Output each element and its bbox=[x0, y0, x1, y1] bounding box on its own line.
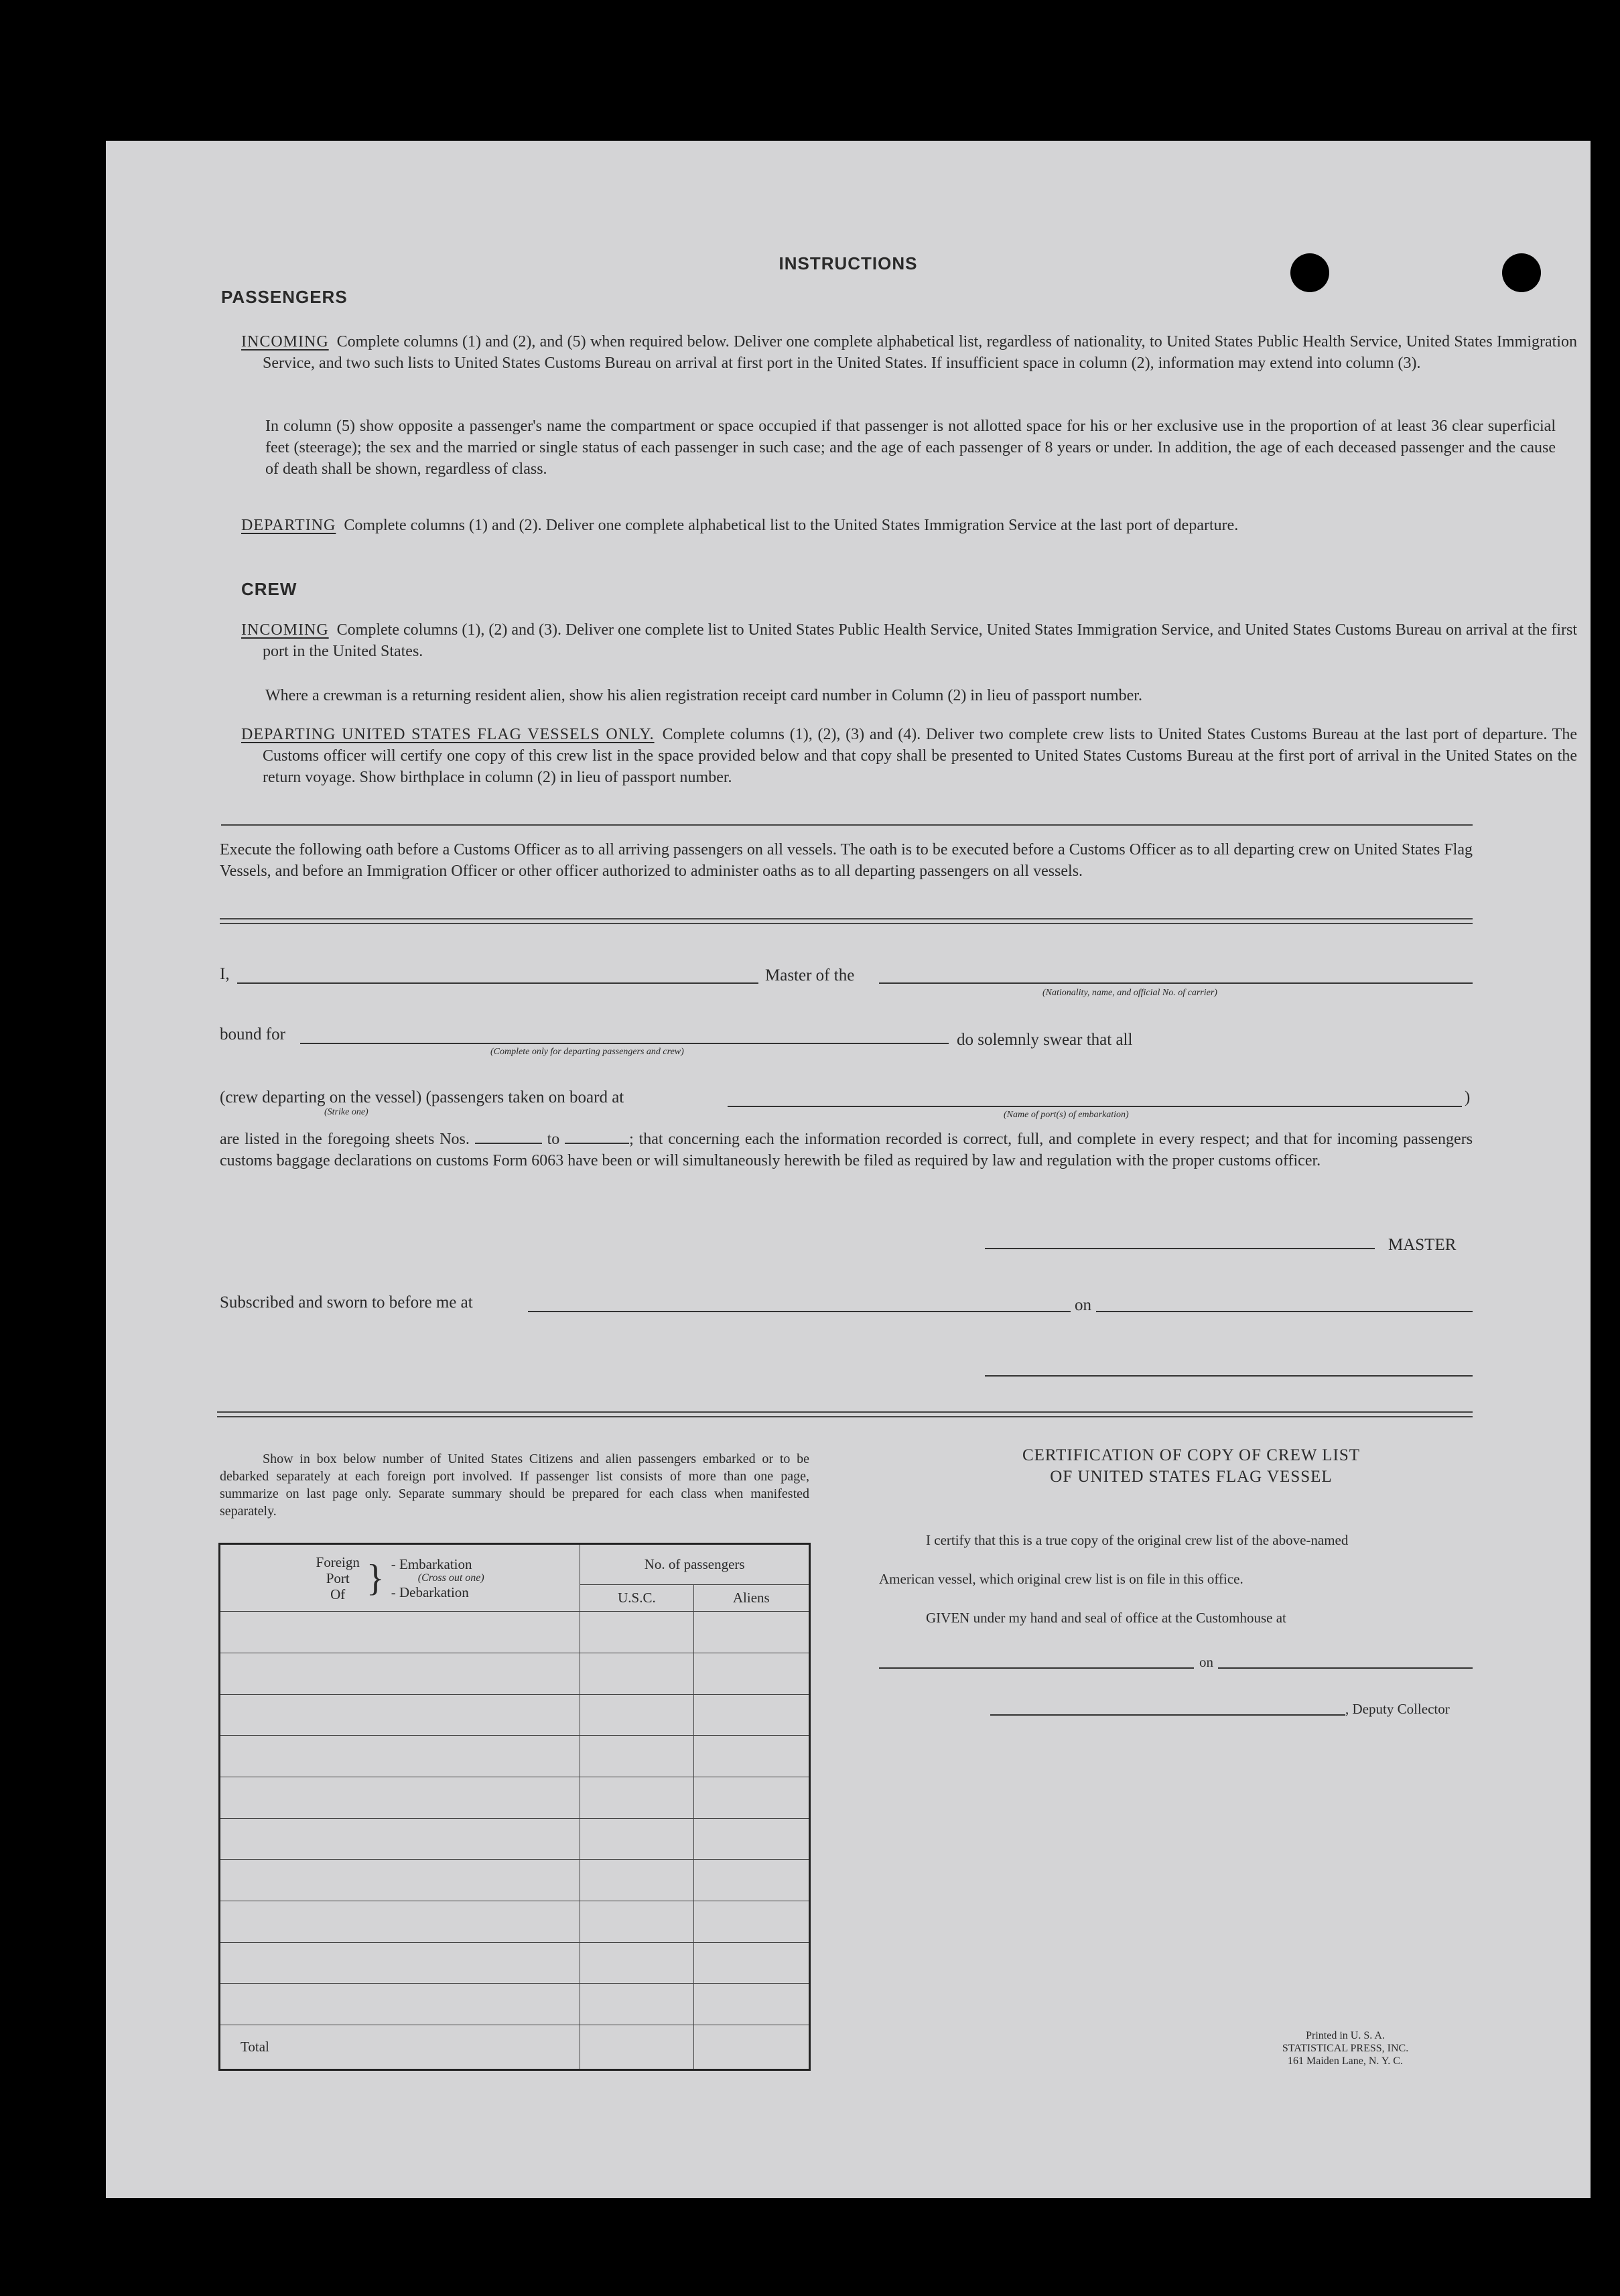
port-cell[interactable] bbox=[220, 1818, 580, 1860]
usc-cell[interactable] bbox=[580, 1984, 693, 2025]
bound-for-label: bound for bbox=[220, 1025, 285, 1043]
passengers-departing-paragraph bbox=[241, 515, 1577, 536]
listed-to-label: to bbox=[547, 1131, 560, 1148]
listed-text-b: ; that concerning each the information recorded is correct, full, and complete in every respect; and that for incoming passengers customs baggage declarations on customs Form 6063 have been or will simultaneously herewith be filed as required by law and regulation with the proper customs officer. bbox=[220, 1131, 1473, 1169]
brace-icon: } bbox=[366, 1557, 385, 1599]
usc-cell[interactable] bbox=[580, 1694, 693, 1736]
port-caption: (Name of port(s) of embarkation) bbox=[1004, 1110, 1129, 1120]
deputy-collector-label: , Deputy Collector bbox=[1345, 1701, 1450, 1717]
printer-line3: 161 Maiden Lane, N. Y. C. bbox=[1288, 2055, 1403, 2067]
summary-instructions: Show in box below number of United States Citizens and alien passengers embarked or to be debarked separately at each foreign port involved. If passenger list consists of more than one page, summarize on last page only. Separate summary should be prepared for each class when manifested separately. bbox=[220, 1452, 809, 1519]
port-cell[interactable] bbox=[220, 1901, 580, 1943]
usc-cell[interactable] bbox=[580, 1860, 693, 1901]
port-cell[interactable] bbox=[220, 1736, 580, 1777]
passengers-departing-text: Complete columns (1) and (2). Deliver one complete alphabetical list to the United States Immigration Service at the last port of departure. bbox=[344, 517, 1239, 534]
certification-title-line1: CERTIFICATION OF COPY OF CREW LIST bbox=[1022, 1446, 1361, 1464]
usc-cell[interactable] bbox=[580, 1818, 693, 1860]
usc-cell[interactable] bbox=[580, 1777, 693, 1818]
passengers-incoming-text: Complete columns (1) and (2), and (5) when required below. Deliver one complete alphabetical list, regardless of nationality, to United States Public Health Service, United States Immigration Service, and two such lists to United States Customs Bureau on arrival at first port in the United States. If insufficient space in column (2), information may extend into column (3). bbox=[263, 333, 1577, 372]
total-label: Total bbox=[220, 2025, 580, 2070]
foreign-port-header bbox=[220, 1544, 580, 1612]
sheet-from-line[interactable] bbox=[475, 1129, 542, 1144]
crew-incoming-paragraph bbox=[241, 619, 1577, 662]
port-cell[interactable] bbox=[220, 1984, 580, 2025]
page-title: INSTRUCTIONS bbox=[779, 253, 918, 273]
customhouse-place-line[interactable] bbox=[879, 1667, 1194, 1669]
master-signature-line[interactable] bbox=[985, 1248, 1375, 1249]
bound-for-line[interactable] bbox=[300, 1043, 949, 1044]
debarkation-label: - Debarkation bbox=[391, 1584, 469, 1600]
aliens-cell[interactable] bbox=[693, 1860, 809, 1901]
close-paren: ) bbox=[1465, 1088, 1471, 1106]
passengers-heading: PASSENGERS bbox=[221, 287, 348, 307]
usc-cell[interactable] bbox=[580, 1736, 693, 1777]
master-of-label: Master of the bbox=[765, 966, 855, 984]
port-cell[interactable] bbox=[220, 1653, 580, 1694]
master-name-line[interactable] bbox=[237, 982, 758, 984]
carrier-line[interactable] bbox=[879, 982, 1473, 984]
passengers-departing-label: DEPARTING bbox=[241, 517, 336, 534]
aliens-cell[interactable] bbox=[693, 1818, 809, 1860]
aliens-cell[interactable] bbox=[693, 1777, 809, 1818]
oath-intro: Execute the following oath before a Customs Officer as to all arriving passengers on all vessels. The oath is to be executed before a Customs Officer as to all departing crew on United States Flag Vessels, and before an Immigration Officer or other officer authorized to administer oaths as to all departing passengers on all vessels. bbox=[220, 841, 1473, 880]
given-text: GIVEN under my hand and seal of office at the Customhouse at bbox=[926, 1610, 1286, 1626]
subscribed-label: Subscribed and sworn to before me at bbox=[220, 1293, 473, 1312]
embarkation-port-line[interactable] bbox=[728, 1106, 1462, 1107]
crew-departing-text: Complete columns (1), (2), (3) and (4). Deliver two complete crew lists to United States Customs Bureau at the last port of departure. The Customs officer will certify one copy of this crew list in the space provided below and that copy shall be presented to United States Customs Bureau at the first port of arrival in the United States on the return voyage. Show birthplace in column (2) in lieu of passport number. bbox=[263, 726, 1577, 786]
sheet-to-line[interactable] bbox=[565, 1129, 629, 1144]
passengers-incoming-paragraph bbox=[241, 331, 1577, 374]
oath-i-label: I, bbox=[220, 965, 230, 983]
double-divider bbox=[220, 918, 1473, 924]
usc-cell[interactable] bbox=[580, 1653, 693, 1694]
sworn-on-label: on bbox=[1075, 1296, 1091, 1314]
aliens-cell[interactable] bbox=[693, 1694, 809, 1736]
carrier-caption: (Nationality, name, and official No. of carrier) bbox=[1042, 988, 1217, 998]
certify-text-a: I certify that this is a true copy of the original crew list of the above-named bbox=[926, 1532, 1349, 1548]
form-page bbox=[106, 141, 1591, 2198]
usc-cell[interactable] bbox=[580, 1942, 693, 1984]
sworn-place-line[interactable] bbox=[528, 1311, 1071, 1312]
usc-total-cell[interactable] bbox=[580, 2025, 693, 2070]
crew-departing-label: DEPARTING UNITED STATES FLAG VESSELS ONLY. bbox=[241, 726, 655, 743]
printer-line2: STATISTICAL PRESS, INC. bbox=[1282, 2043, 1409, 2054]
crew-departing-paragraph bbox=[241, 724, 1577, 788]
certify-text-b: American vessel, which original crew list is on file in this office. bbox=[879, 1571, 1243, 1587]
usc-cell[interactable] bbox=[580, 1612, 693, 1653]
sworn-date-line[interactable] bbox=[1096, 1311, 1473, 1312]
printer-imprint bbox=[1231, 2029, 1459, 2067]
of-label: Of bbox=[330, 1586, 346, 1602]
port-cell[interactable] bbox=[220, 1694, 580, 1736]
cross-out-caption: (Cross out one) bbox=[417, 1572, 484, 1584]
officer-signature-line[interactable] bbox=[985, 1375, 1473, 1377]
crew-returning-paragraph: Where a crewman is a returning resident alien, show his alien registration receipt card number in Column (2) in lieu of passport number. bbox=[265, 687, 1142, 704]
passengers-column5-paragraph: In column (5) show opposite a passenger's name the compartment or space occupied if that passenger is not allotted space for his or her exclusive use in the proportion of at least 36 clear superficial feet (steerage); the sex and the married or single status of each passenger in such case; and the age of each passenger of 8 years or under. In addition, the age of each deceased passenger and the cause of death shall be shown, regardless of class. bbox=[265, 418, 1556, 478]
certification-date-line[interactable] bbox=[1218, 1667, 1473, 1669]
aliens-header: Aliens bbox=[693, 1584, 809, 1611]
strike-caption: (Strike one) bbox=[324, 1107, 368, 1117]
deputy-signature-line[interactable] bbox=[990, 1714, 1345, 1716]
divider bbox=[221, 824, 1473, 826]
passenger-summary-table bbox=[218, 1543, 811, 2071]
swear-label: do solemnly swear that all bbox=[957, 1031, 1133, 1049]
certification-title-line2: OF UNITED STATES FLAG VESSEL bbox=[1050, 1468, 1333, 1486]
port-label: Port bbox=[326, 1570, 350, 1586]
foreign-label: Foreign bbox=[316, 1553, 360, 1570]
aliens-cell[interactable] bbox=[693, 1942, 809, 1984]
embarkation-label: - Embarkation bbox=[391, 1555, 472, 1572]
aliens-total-cell[interactable] bbox=[693, 2025, 809, 2070]
listed-text-a: are listed in the foregoing sheets Nos. bbox=[220, 1131, 470, 1148]
bound-for-caption: (Complete only for departing passengers and crew) bbox=[490, 1047, 684, 1057]
aliens-cell[interactable] bbox=[693, 1901, 809, 1943]
aliens-cell[interactable] bbox=[693, 1653, 809, 1694]
crew-incoming-label: INCOMING bbox=[241, 621, 329, 639]
master-label: MASTER bbox=[1388, 1236, 1457, 1254]
usc-header: U.S.C. bbox=[580, 1584, 693, 1611]
crew-departing-label: (crew departing on the vessel) (passengers taken on board at bbox=[220, 1088, 624, 1106]
certification-title bbox=[903, 1445, 1479, 1488]
usc-cell[interactable] bbox=[580, 1901, 693, 1943]
double-divider bbox=[217, 1411, 1473, 1417]
listed-paragraph bbox=[220, 1129, 1473, 1171]
certification-on-label: on bbox=[1199, 1654, 1213, 1670]
crew-heading: CREW bbox=[241, 579, 297, 599]
aliens-cell[interactable] bbox=[693, 1984, 809, 2025]
aliens-cell[interactable] bbox=[693, 1736, 809, 1777]
port-cell[interactable] bbox=[220, 1612, 580, 1653]
port-cell[interactable] bbox=[220, 1777, 580, 1818]
port-cell[interactable] bbox=[220, 1942, 580, 1984]
no-of-passengers-header: No. of passengers bbox=[580, 1544, 810, 1585]
passengers-incoming-label: INCOMING bbox=[241, 333, 329, 350]
port-cell[interactable] bbox=[220, 1860, 580, 1901]
crew-incoming-text: Complete columns (1), (2) and (3). Deliver one complete list to United States Public Health Service, United States Immigration Service, and United States Customs Bureau on arrival at the first port in the United States. bbox=[263, 621, 1577, 660]
printer-line1: Printed in U. S. A. bbox=[1306, 2030, 1385, 2041]
aliens-cell[interactable] bbox=[693, 1612, 809, 1653]
